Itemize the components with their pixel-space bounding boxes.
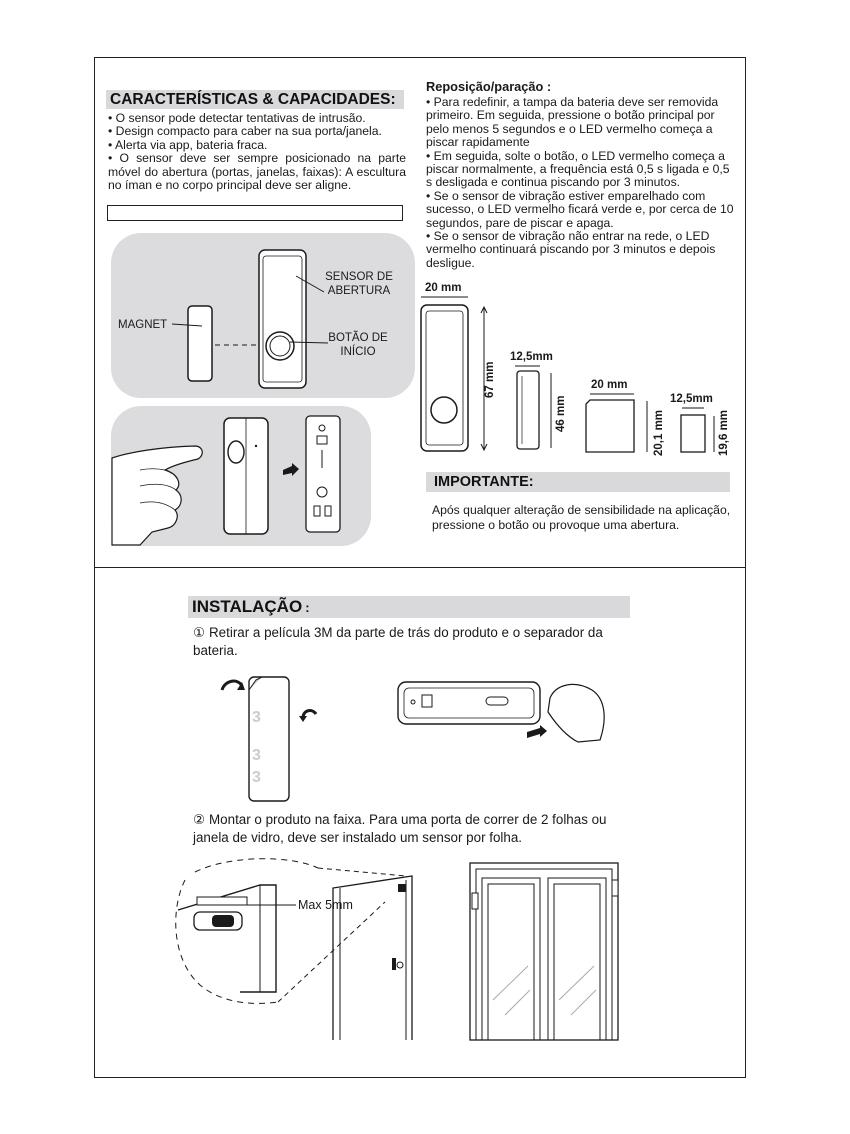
- dim-magnet-height: 46 mm: [555, 395, 567, 432]
- dim-sensor-height: 67 mm: [484, 361, 496, 398]
- feature-item: • Alerta via app, bateria fraca.: [108, 137, 268, 152]
- install-step-1: ① Retirar a película 3M da parte de trás do produto e o separador da bateria.: [193, 625, 603, 658]
- sensor-label: SENSOR DE ABERTURA: [325, 271, 393, 297]
- dim-sensor-width: 20 mm: [425, 282, 462, 294]
- button-label: BOTÃO DE INÍCIO: [328, 332, 388, 358]
- dim-sensor-depth: 20,1 mm: [653, 409, 665, 456]
- dim-magnet-depth-width: 12,5mm: [670, 393, 713, 405]
- dim-magnet-width: 12,5mm: [510, 351, 553, 363]
- feature-item: • O sensor deve ser sempre posicionado na parte móvel do abertura (portas, janelas, faixas): A escultura no íman e no corpo principal deve ser aligne.: [108, 151, 406, 193]
- magnet-label: MAGNET: [118, 319, 168, 331]
- feature-item: • Design compacto para caber na sua porta/janela.: [108, 124, 382, 139]
- features-title: CARACTERÍSTICAS & CAPACIDADES:: [106, 90, 404, 109]
- svg-text:3: 3: [252, 709, 261, 726]
- svg-text:3: 3: [252, 747, 261, 764]
- reset-item: • Se o sensor de vibração estiver emparelhado com sucesso, o LED vermelho ficará verde e, por cerca de 10 segundos, pare de piscar e apaga.: [426, 188, 734, 230]
- reset-item: • Para redefinir, a tampa da bateria deve ser removida primeiro. Em seguida, pressione o botão principal por pelo menos 5 segundos e o LED vermelho começa a piscar rapidamente: [426, 95, 719, 150]
- feature-item: • O sensor pode detectar tentativas de intrusão.: [108, 111, 366, 125]
- install-step-2: ② Montar o produto na faixa. Para uma porta de correr de 2 folhas ou janela de vidro, deve ser instalado um sensor por folha.: [193, 812, 607, 845]
- installation-title: INSTALAÇÃO :: [188, 596, 630, 618]
- max-gap-label: Max 5mm: [298, 898, 353, 912]
- dim-magnet-depth: 19,6 mm: [718, 409, 730, 456]
- reset-item: • Em seguida, solte o botão, o LED vermelho começa a piscar normalmente, a frequência está 0,5 s ligada e 0,5 s desligada e continua piscando por 3 minutos.: [426, 148, 730, 190]
- reset-title: Reposição/paração :: [426, 79, 552, 94]
- reset-item: • Se o sensor de vibração não entrar na rede, o LED vermelho continuará piscando por 3 minutos e depois desligue.: [426, 229, 716, 270]
- important-title: IMPORTANTE:: [426, 472, 730, 492]
- svg-text:3: 3: [252, 769, 261, 786]
- important-text: Após qualquer alteração de sensibilidade na aplicação, pressione o botão ou provoque uma abertura.: [432, 503, 731, 532]
- dim-depth-width: 20 mm: [591, 379, 628, 391]
